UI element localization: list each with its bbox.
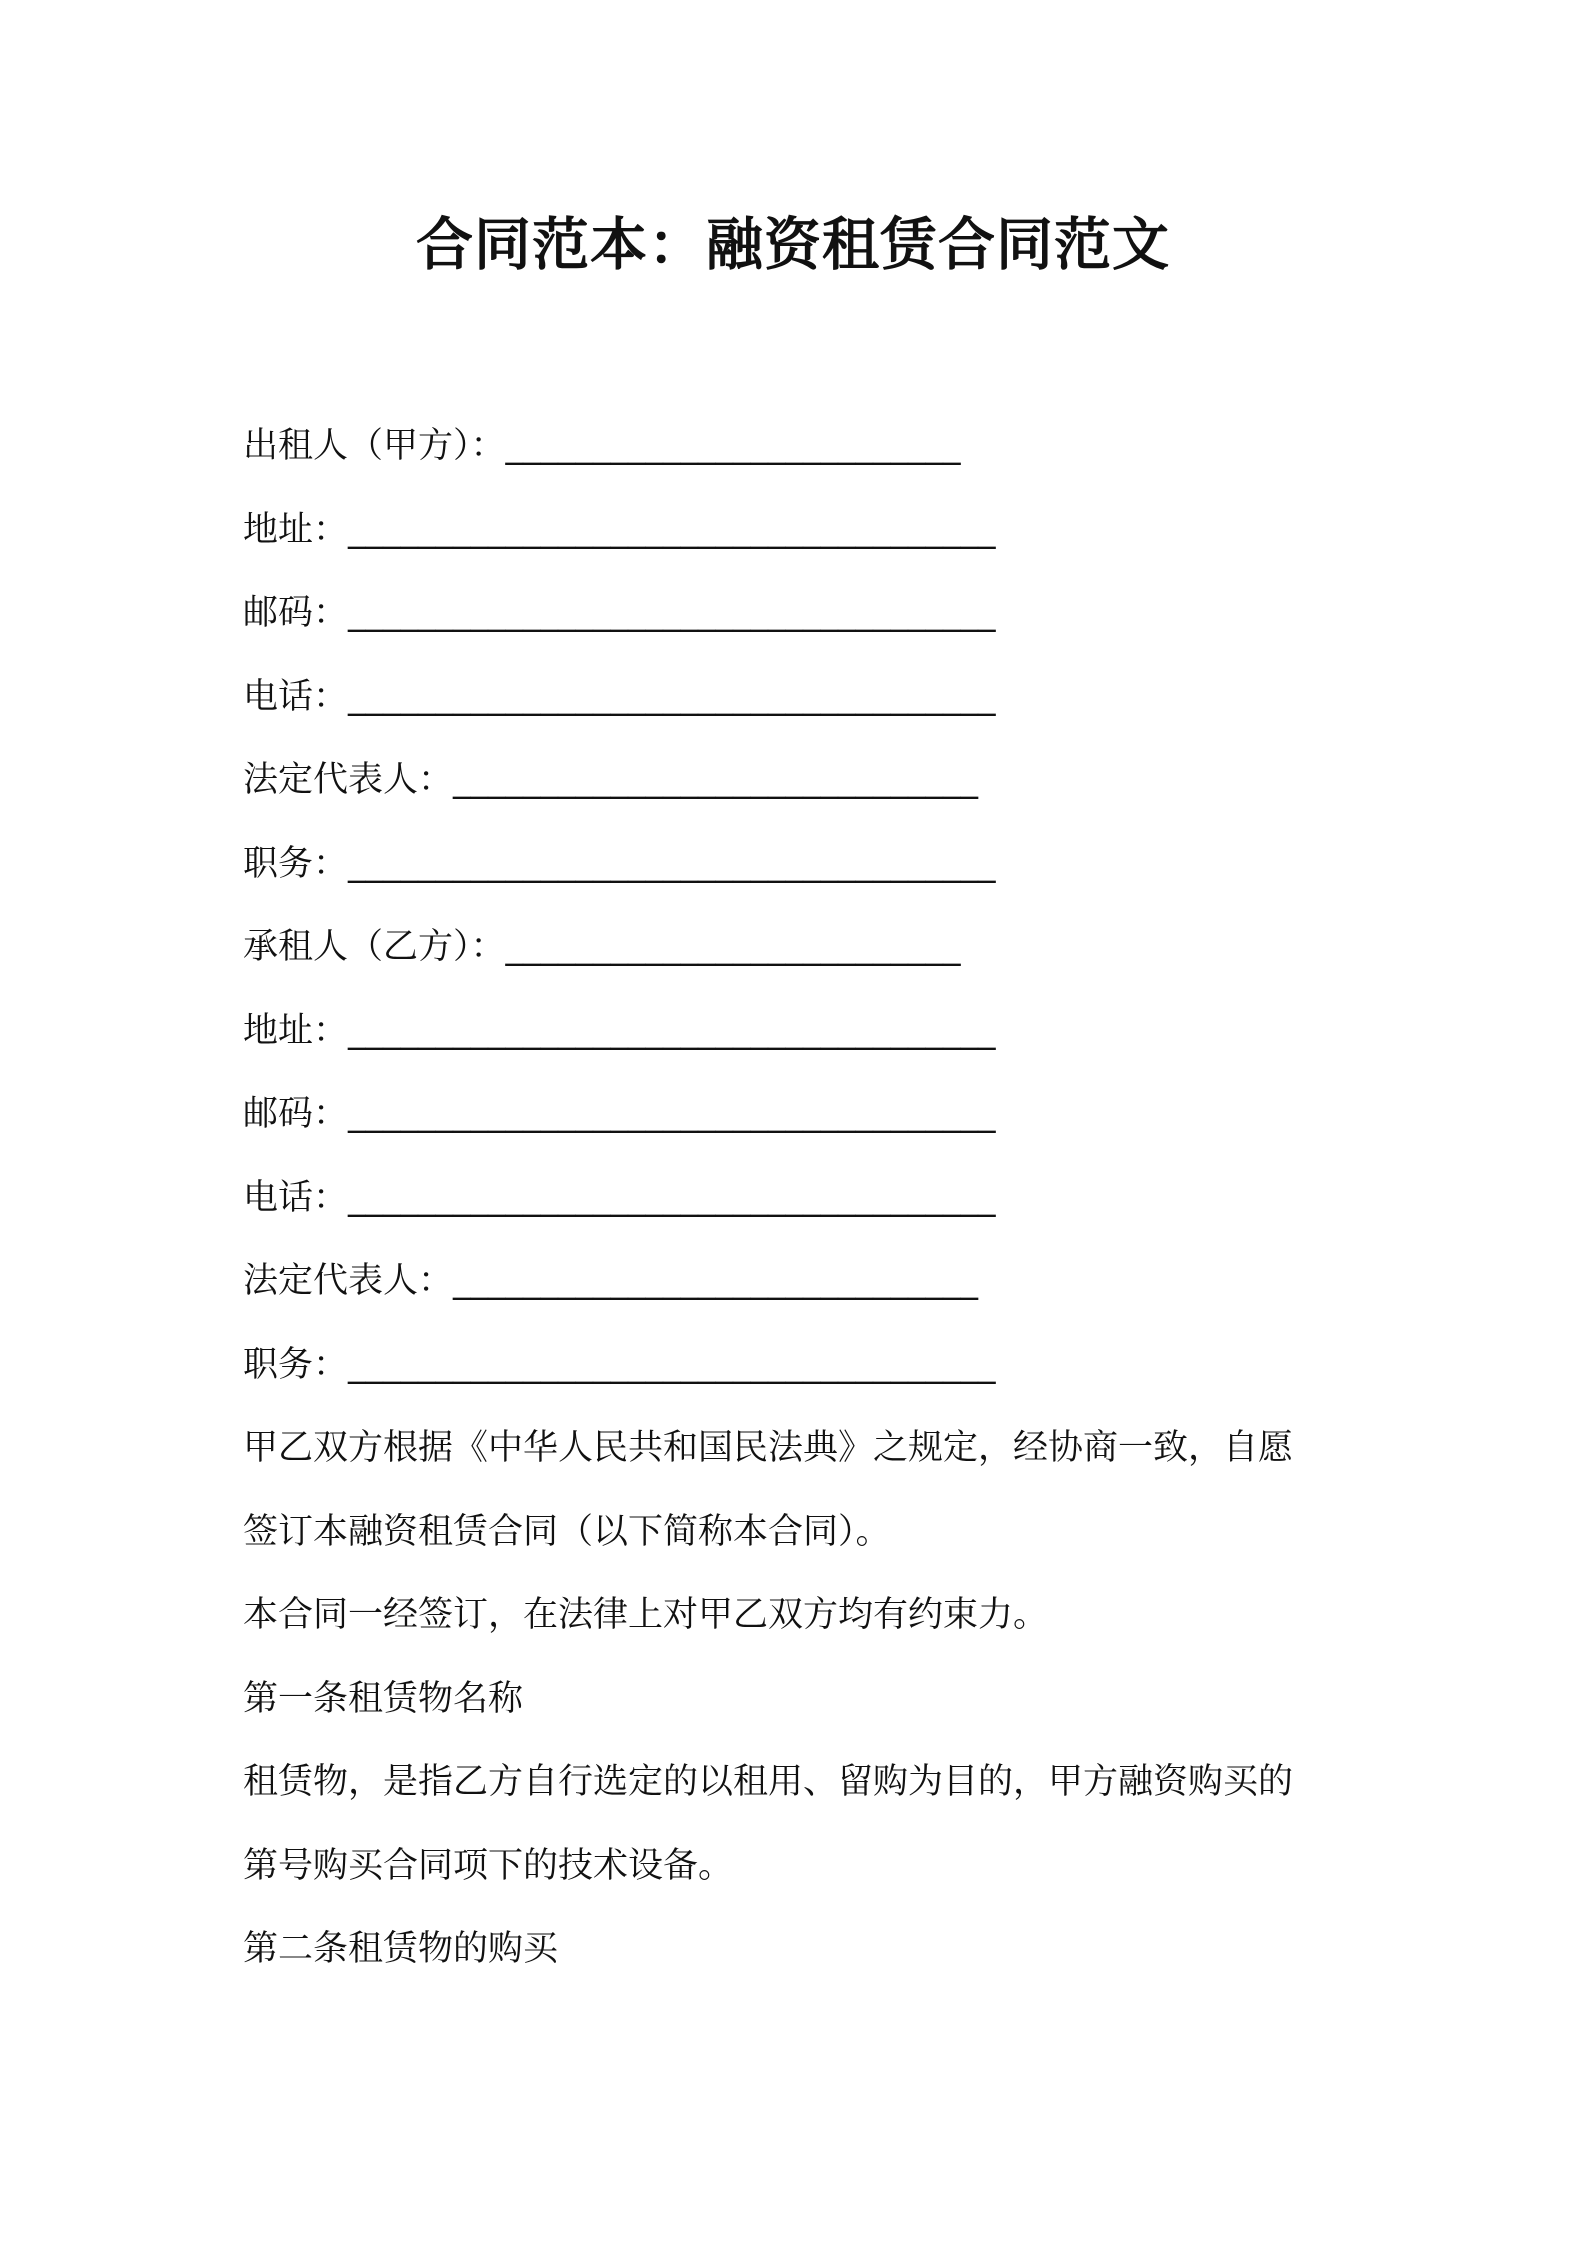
lessee-field-line: 承租人（乙方）：__________________________ (243, 927, 961, 967)
lessor-postcode-line: 邮码：_____________________________________ (243, 593, 996, 633)
document-body (243, 405, 1363, 1992)
lessor-phone-line: 电话：_____________________________________ (243, 676, 996, 717)
document-title: 合同范本：融资租赁合同范文 (416, 212, 1170, 278)
article-1-text-line-1: 租赁物，是指乙方自行选定的以租用、留购为目的，甲方融资购买的 (243, 1762, 1294, 1802)
lessor-address-line: 地址：_____________________________________ (243, 509, 996, 550)
lessee-phone-line: 电话：_____________________________________ (243, 1177, 996, 1218)
preamble-line-2: 签订本融资租赁合同（以下简称本合同）。 (243, 1511, 891, 1552)
preamble-line-1: 甲乙双方根据《中华人民共和国民法典》之规定，经协商一致，自愿 (243, 1428, 1294, 1468)
lessee-postcode-line: 邮码：_____________________________________ (243, 1094, 996, 1134)
article-1-heading: 第一条租赁物名称 (243, 1678, 524, 1719)
lessor-field-line: 出租人（甲方）：__________________________ (243, 426, 961, 466)
article-2-heading: 第二条租赁物的购买 (243, 1929, 559, 1969)
binding-statement: 本合同一经签订，在法律上对甲乙双方均有约束力。 (243, 1595, 1049, 1635)
lessee-position-line: 职务：_____________________________________ (243, 1344, 996, 1385)
lessor-legal-representative-line: 法定代表人：______________________________ (243, 760, 979, 800)
lessor-position-line: 职务：_____________________________________ (243, 843, 996, 884)
article-1-text-line-2: 第号购买合同项下的技术设备。 (243, 1845, 734, 1886)
lessee-address-line: 地址：_____________________________________ (243, 1010, 996, 1051)
lessee-legal-representative-line: 法定代表人：______________________________ (243, 1261, 979, 1301)
